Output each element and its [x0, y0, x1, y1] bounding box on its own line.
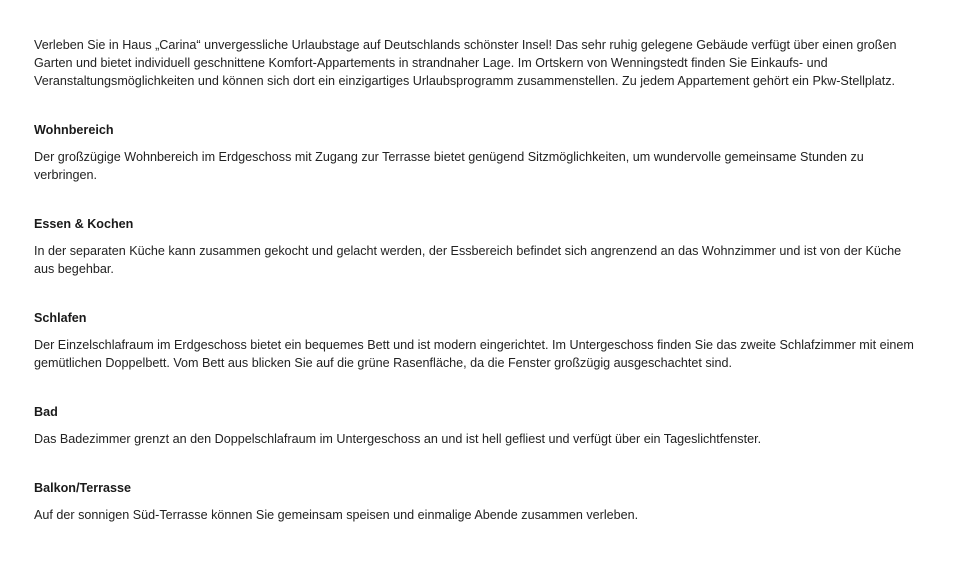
section-heading: Essen & Kochen — [34, 217, 134, 231]
section-heading: Bad — [34, 405, 58, 419]
section-heading: Schlafen — [34, 311, 87, 325]
section-heading: Balkon/Terrasse — [34, 481, 132, 495]
section-schlafen — [34, 309, 914, 372]
section-text: Der großzügige Wohnbereich im Erdgeschoss mit Zugang zur Terrasse bietet genügend Sitzmöglichkeiten, um wundervolle gemeinsame Stunden zu verbringen. — [34, 150, 864, 182]
section-wohnbereich — [34, 121, 914, 184]
section-bad — [34, 403, 914, 448]
section-text: Auf der sonnigen Süd-Terrasse können Sie gemeinsam speisen und einmalige Abende zusammen verleben. — [34, 508, 639, 522]
description-document — [34, 36, 914, 524]
section-text: In der separaten Küche kann zusammen gekocht und gelacht werden, der Essbereich befindet sich angrenzend an das Wohnzimmer und ist von der Küche aus begehbar. — [34, 244, 902, 276]
section-text: Der Einzelschlafraum im Erdgeschoss bietet ein bequemes Bett und ist modern eingerichtet. Im Untergeschoss finden Sie das zweite Schlafzimmer mit einem gemütlichen Doppelbett. Vom Bett aus blicken Sie auf die grüne Rasenfläche, da die Fenster großzügig ausgeschachtet sind. — [34, 338, 914, 370]
section-essen-kochen — [34, 215, 914, 278]
section-balkon-terrasse — [34, 479, 914, 524]
section-text: Das Badezimmer grenzt an den Doppelschlafraum im Untergeschoss an und ist hell gefliest und verfügt über ein Tageslichtfenster. — [34, 432, 762, 446]
section-heading: Wohnbereich — [34, 123, 114, 137]
intro-paragraph: Verleben Sie in Haus „Carina“ unvergessliche Urlaubstage auf Deutschlands schönster Insel! Das sehr ruhig gelegene Gebäude verfügt über einen großen Garten und bietet individuell geschnittene Komfort-Appartements in strandnaher Lage. Im Ortskern von Wenningstedt finden Sie Einkaufs- und Veranstaltungsmöglichkeiten und können sich dort ein einzigartiges Urlaubsprogramm zusammenstellen. Zu jedem Appartement gehört ein Pkw-Stellplatz. — [34, 38, 897, 88]
